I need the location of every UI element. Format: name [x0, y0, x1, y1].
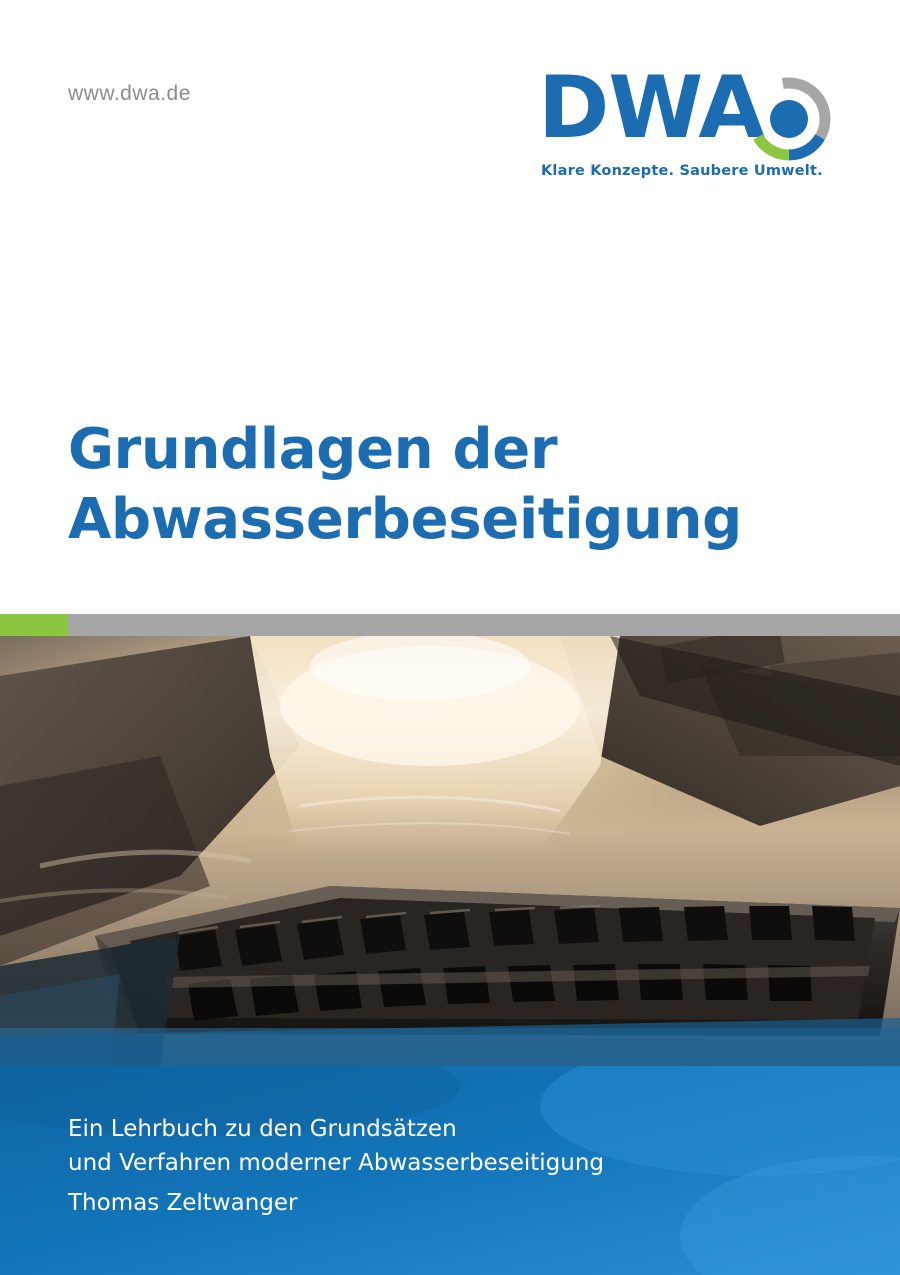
cover-subtitle: [68, 1112, 828, 1180]
title-line-1: Grundlagen der: [68, 417, 558, 482]
accent-rule-green: [0, 614, 68, 636]
title-line-2: Abwasserbeseitigung: [68, 487, 742, 552]
dwa-logo: [538, 58, 838, 188]
subtitle-line-2: und Verfahren moderner Abwasserbeseitigung: [68, 1150, 604, 1176]
dwa-wordmark: DWA: [538, 58, 764, 158]
subtitle-line-1: Ein Lehrbuch zu den Grundsätzen: [68, 1116, 457, 1142]
accent-rule-grey: [68, 614, 900, 636]
cover-title: [68, 415, 828, 555]
cover-photo: [0, 636, 900, 1066]
website-url: www.dwa.de: [68, 82, 191, 105]
dwa-claim: Klare Konzepte. Saubere Umwelt.: [541, 163, 823, 179]
dwa-ring-icon: [746, 76, 832, 162]
cover-author: Thomas Zeltwanger: [68, 1190, 298, 1216]
